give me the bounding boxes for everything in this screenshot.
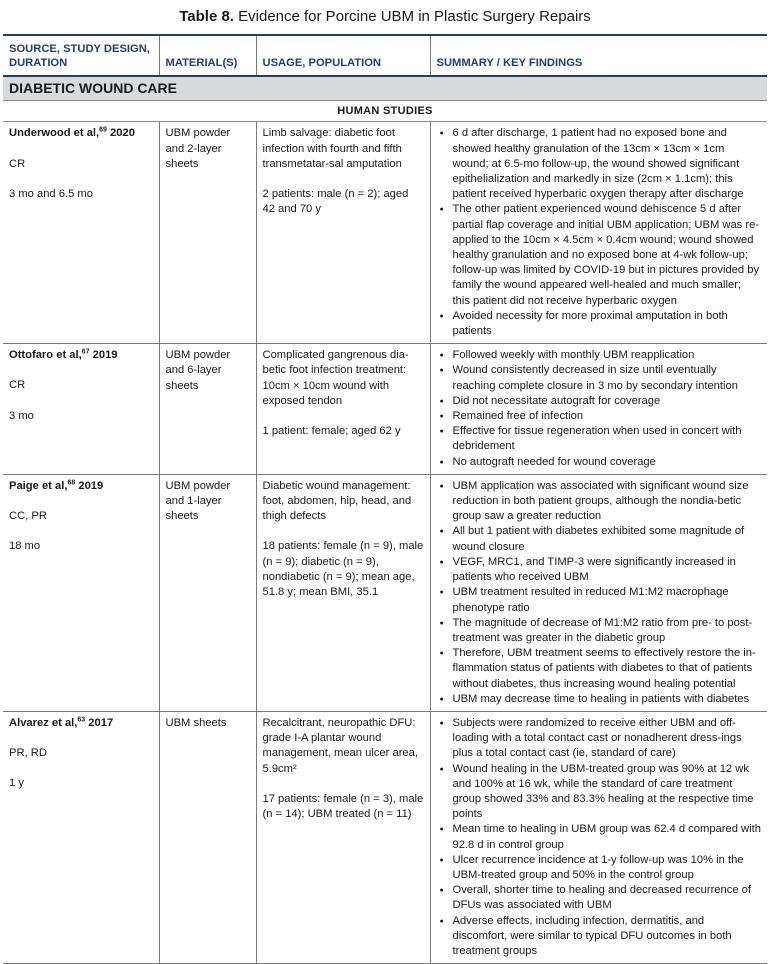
material-cell: UBM sheets — [159, 711, 256, 963]
finding-item: ● Followed weekly with monthly UBM reapplication — [453, 348, 762, 363]
usage-cell — [256, 122, 430, 344]
section-row — [3, 76, 767, 101]
findings-cell — [430, 711, 767, 963]
usage-description: Diabetic wound management: foot, abdomen, hip, head, and thigh defects — [262, 479, 412, 523]
study-citation — [9, 348, 153, 363]
population-description: 2 patients: male (n = 2); aged 42 and 70 y — [262, 188, 409, 216]
finding-item: ● Adverse effects, including infection, dermatitis, and discomfort, were similar to typical DFU outcomes in both treatment groups — [453, 914, 762, 960]
material-cell: UBM powder and 6-layer sheets — [159, 344, 256, 475]
header-summary: SUMMARY / KEY FINDINGS — [430, 36, 767, 76]
findings-cell — [430, 122, 767, 344]
study-design: CR — [9, 157, 26, 170]
findings-list — [437, 716, 762, 959]
finding-item: ● Remained free of infection — [453, 409, 762, 424]
finding-item: ● Effective for tissue regeneration when used in concert with debridement — [453, 424, 762, 454]
study-design: CR — [9, 379, 26, 392]
usage-description: Complicated gangrenous dia-betic foot infection treatment: 10cm × 10cm wound with exposed tendon — [262, 349, 409, 407]
subsection-title: HUMAN STUDIES — [3, 101, 767, 122]
study-reference: 67 — [81, 348, 90, 356]
header-usage: USAGE, POPULATION — [256, 36, 430, 76]
finding-item: ● All but 1 patient with diabetes exhibited some magnitude of wound closure — [453, 524, 762, 554]
study-duration: 18 mo — [9, 540, 41, 553]
table-page — [3, 0, 767, 964]
study-design: CC, PR — [9, 510, 47, 523]
findings-cell — [430, 474, 767, 711]
header-row — [3, 36, 767, 76]
table-number: Table 8. — [179, 8, 234, 25]
study-year: 2019 — [75, 479, 104, 492]
findings-list — [437, 348, 762, 470]
table-row — [3, 122, 767, 344]
finding-item: ● Avoided necessity for more proximal amputation in both patients — [453, 309, 762, 339]
finding-item: ● The other patient experienced wound dehiscence 5 d after partial flap coverage and initial UBM application; UBM was re-applied to the 10cm × 4.5cm × 0.4cm wound; wound showed healthy granulation and no exposed bone at 4-wk follow-up; follow-up was limited by COVID-19 but in pictures provided by family the wound appeared well-healed and much smaller; this patient did not receive hyperbaric oxygen — [453, 202, 762, 308]
section-title: DIABETIC WOUND CARE — [3, 76, 767, 101]
study-author: Alvarez et al, — [9, 716, 78, 729]
usage-cell — [256, 344, 430, 475]
table-row — [3, 344, 767, 475]
table-title — [3, 0, 767, 36]
usage-cell — [256, 474, 430, 711]
study-reference: 68 — [67, 479, 76, 487]
study-reference: 69 — [99, 126, 107, 134]
findings-list — [437, 479, 762, 707]
finding-item: ● Overall, shorter time to healing and decreased recurrence of DFUs was associated with UBM — [453, 883, 762, 913]
source-cell — [3, 474, 159, 711]
findings-list — [437, 126, 762, 339]
header-source: SOURCE, STUDY DESIGN, DURATION — [3, 36, 159, 76]
table-row — [3, 711, 767, 963]
study-duration: 3 mo — [9, 409, 34, 422]
population-description: 18 patients: female (n = 9), male (n = 9); diabetic (n = 9), nondiabetic (n = 9); mean age, 51.8 y; mean BMI, 35.1 — [262, 540, 424, 599]
study-rows — [3, 122, 767, 964]
subsection-row — [3, 101, 767, 122]
study-year: 2017 — [85, 716, 114, 729]
table-caption: Evidence for Porcine UBM in Plastic Surgery Repairs — [233, 8, 591, 25]
study-citation — [9, 479, 153, 494]
finding-item: ● Therefore, UBM treatment seems to effectively restore the in-flammation status of patients with diabetes to that of patients without diabetes, thus increasing wound healing potential — [453, 646, 762, 692]
finding-item: ● UBM may decrease time to healing in patients with diabetes — [453, 692, 762, 707]
material-cell: UBM powder and 1-layer sheets — [159, 474, 256, 711]
finding-item: ● Ulcer recurrence incidence at 1-y follow-up was 10% in the UBM-treated group and 50% in the control group — [453, 853, 762, 883]
finding-item: ● Wound consistently decreased in size until eventually reaching complete closure in 3 mo by secondary intention — [453, 363, 762, 393]
study-author: Ottofaro et al, — [9, 349, 82, 362]
study-year: 2019 — [89, 349, 118, 362]
usage-cell — [256, 711, 430, 963]
finding-item: ● Mean time to healing in UBM group was 62.4 d compared with 92.8 d in control group — [453, 822, 762, 852]
header-material: MATERIAL(S) — [159, 36, 256, 76]
finding-item: ● The magnitude of decrease of M1:M2 ratio from pre- to post-treatment was greater in the diabetic group — [453, 616, 762, 646]
study-duration: 1 y — [9, 777, 24, 790]
population-description: 17 patients: female (n = 3), male (n = 14); UBM treated (n = 11) — [262, 792, 424, 820]
usage-description: Limb salvage: diabetic foot infection with fourth and fifth transmetatar-sal amputation — [262, 127, 402, 170]
study-author: Underwood et al, — [9, 127, 100, 140]
study-year: 2020 — [106, 127, 135, 140]
findings-cell — [430, 344, 767, 475]
usage-description: Recalcitrant, neuropathic DFU: grade I-A plantar wound management, mean ulcer area, 5.9cm² — [262, 716, 418, 775]
finding-item: ● Subjects were randomized to receive either UBM and off-loading with a total contact cast or nonadherent dress-ings plus a total contact cast (ie, standard of care) — [453, 716, 762, 762]
finding-item: ● Did not necessitate autograft for coverage — [453, 394, 762, 409]
source-cell — [3, 711, 159, 963]
finding-item: ● No autograft needed for wound coverage — [453, 455, 762, 470]
source-cell — [3, 122, 159, 344]
study-reference: 63 — [77, 716, 86, 724]
source-cell — [3, 344, 159, 475]
study-citation — [9, 126, 153, 141]
table-row — [3, 474, 767, 711]
finding-item: ● UBM application was associated with significant wound size reduction in both patient groups, although the nondia-betic group saw a greater reduction — [453, 479, 762, 525]
study-author: Paige et al, — [9, 479, 68, 492]
finding-item: ● UBM treatment resulted in reduced M1:M2 macrophage phenotype ratio — [453, 585, 762, 615]
study-design: PR, RD — [9, 747, 47, 760]
population-description: 1 patient: female; aged 62 y — [262, 425, 401, 438]
evidence-table — [3, 36, 767, 964]
study-citation — [9, 716, 153, 731]
finding-item: ● VEGF, MRC1, and TIMP-3 were significantly increased in patients who received UBM — [453, 555, 762, 585]
finding-item: ● Wound healing in the UBM-treated group was 90% at 12 wk and 100% at 16 wk, while the standard of care treatment group showed 33% and 83.3% healing at the respective time points — [453, 762, 762, 823]
material-cell: UBM powder and 2-layer sheets — [159, 122, 256, 344]
study-duration: 3 mo and 6.5 mo — [9, 187, 93, 200]
finding-item: ● 6 d after discharge, 1 patient had no exposed bone and showed healthy granulation of the 13cm × 13cm × 1cm wound; at 6.5-mo follow-up, the wound showed significant epithelialization and markedly in size (2cm × 1.1cm); this patient received hyperbaric oxygen therapy after discharge — [453, 126, 762, 202]
